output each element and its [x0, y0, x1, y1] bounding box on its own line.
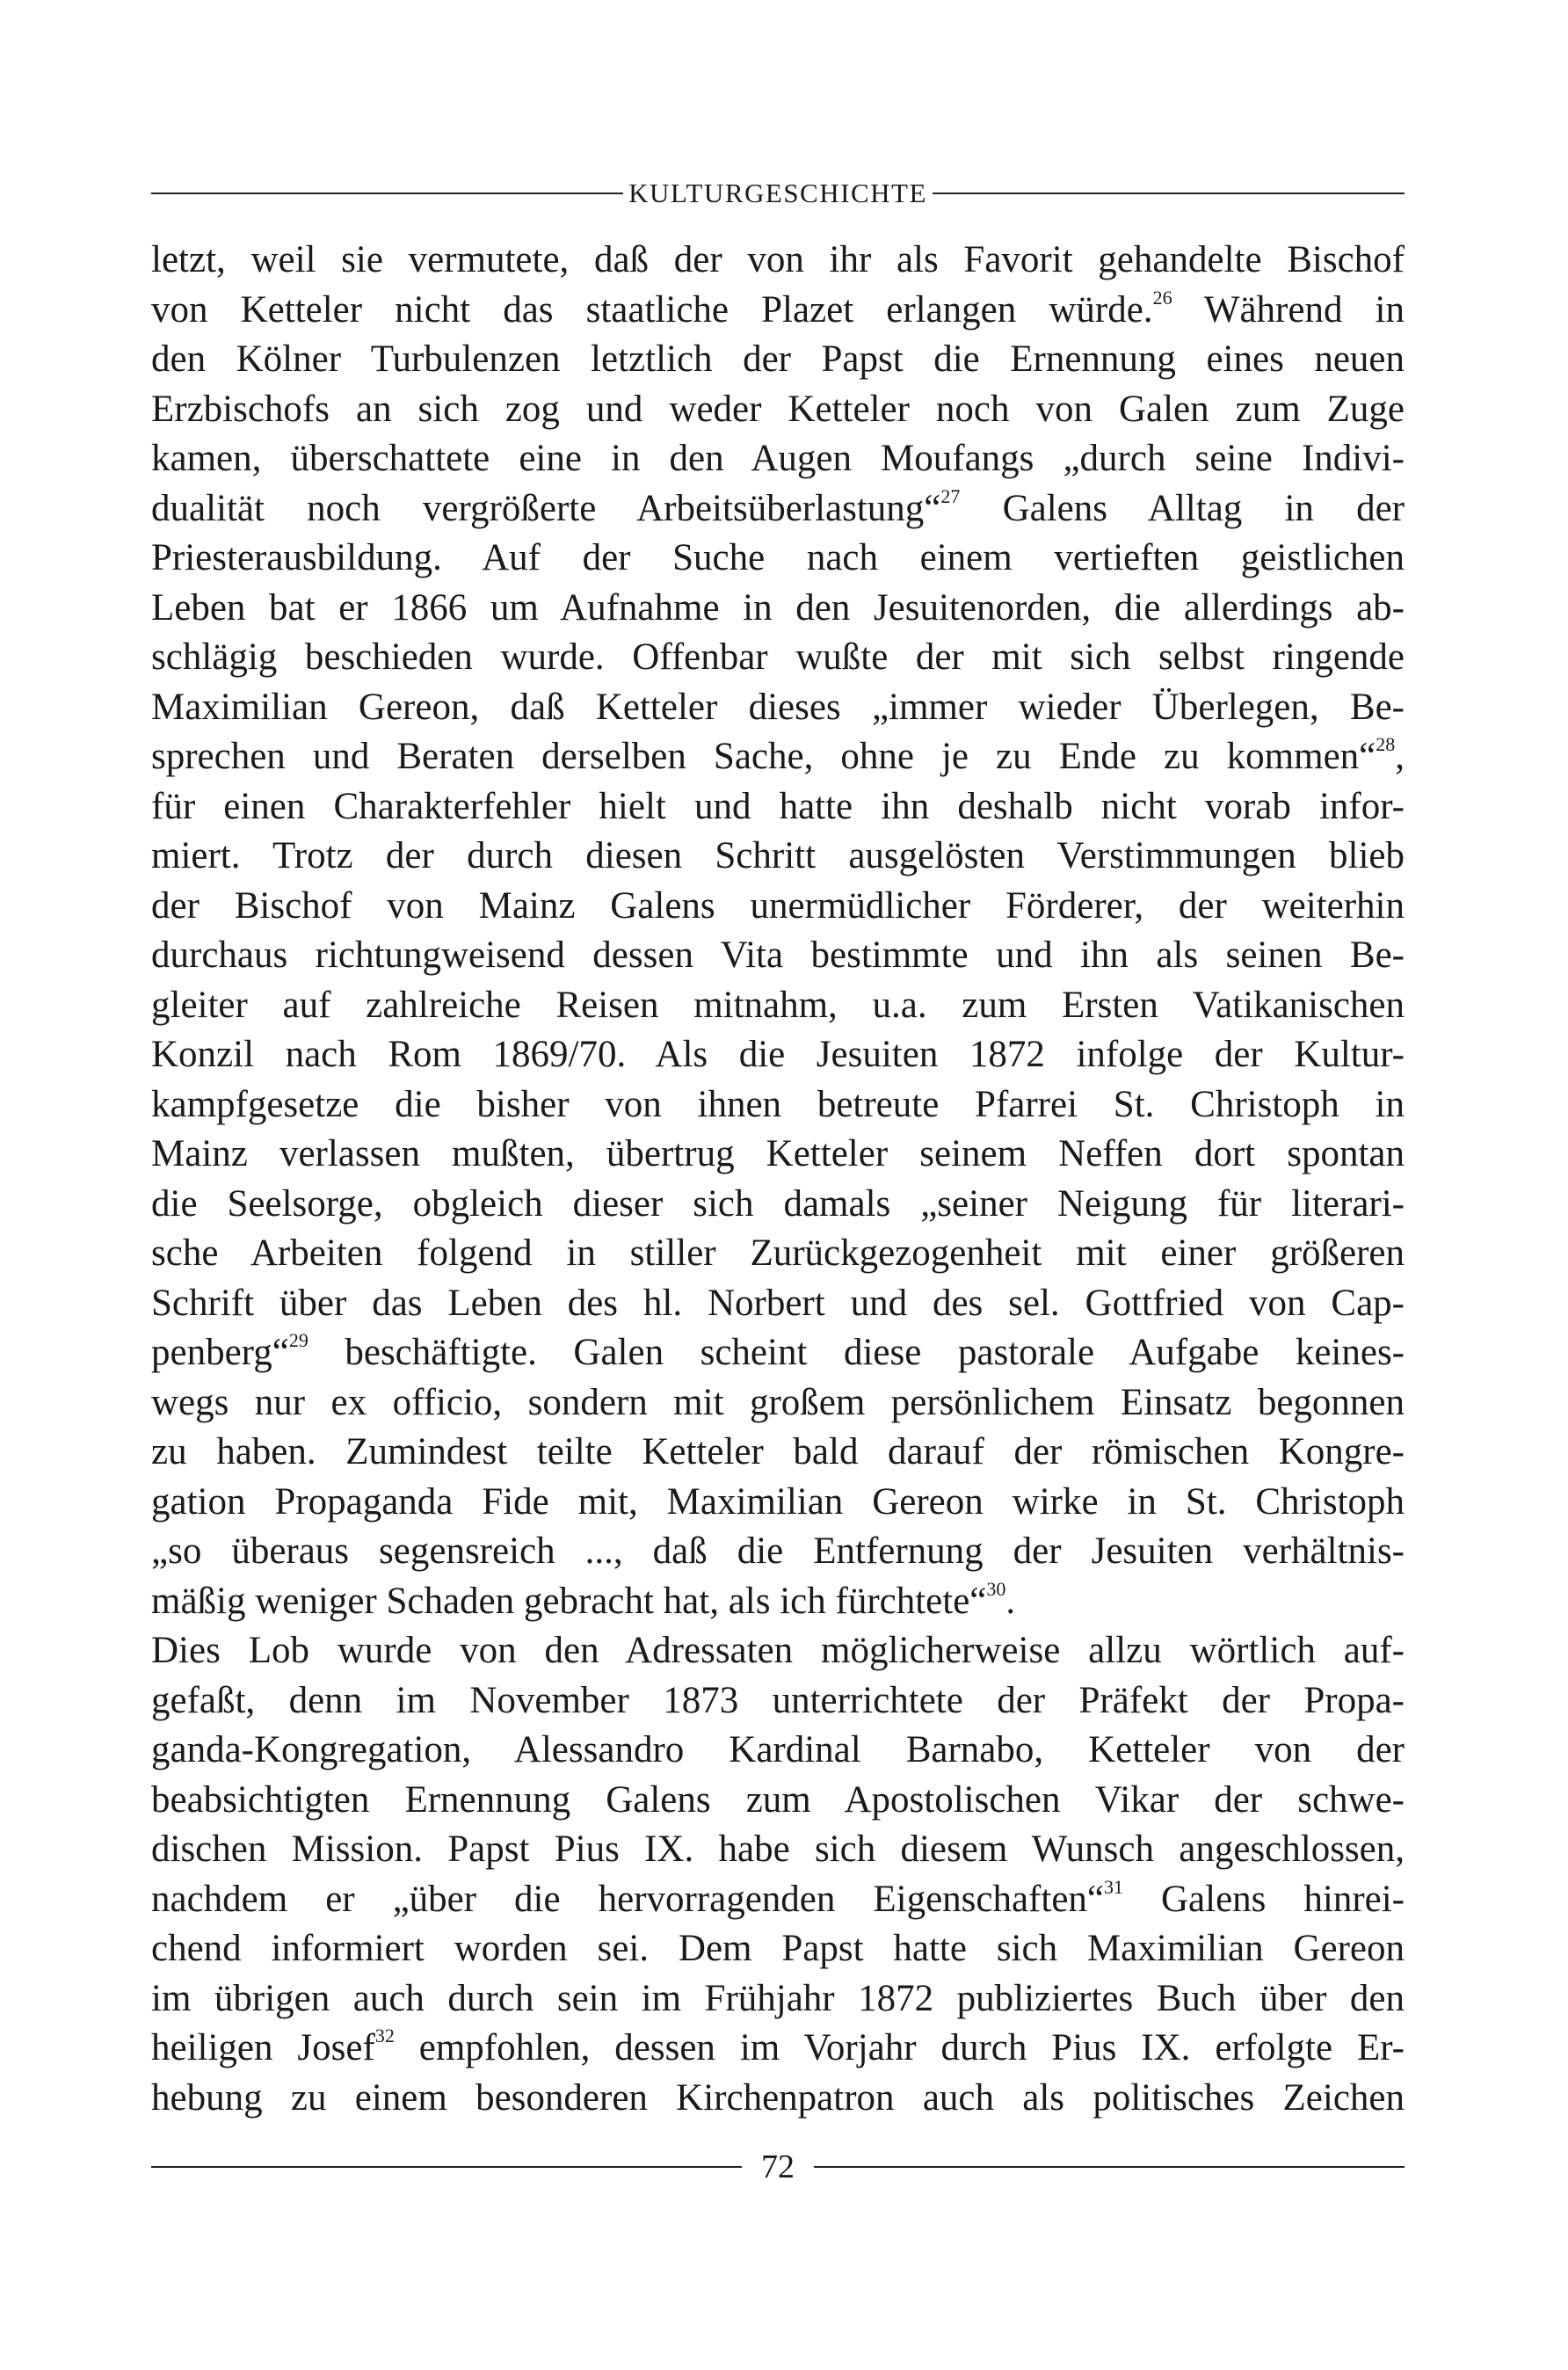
text-line: gleiter auf zahlreiche Reisen mitnahm, u.a. zum Ersten Vatikanischen	[151, 984, 1405, 1026]
text-line: hebung zu einem besonderen Kirchenpatron auch als politisches Zeichen	[151, 2076, 1405, 2119]
text-line: schlägig beschieden wurde. Offenbar wußte der mit sich selbst ringende	[151, 636, 1405, 678]
text-line: die Seelsorge, obgleich dieser sich damals „seiner Neigung für literari-	[151, 1182, 1405, 1225]
text-line: Erzbischofs an sich zog und weder Ketteler noch von Galen zum Zuge	[151, 388, 1405, 430]
header-rule-right	[933, 193, 1405, 194]
footer-rule-left	[151, 2166, 742, 2168]
text-line: miert. Trotz der durch diesen Schritt ausgelösten Verstimmungen blieb	[151, 835, 1405, 876]
text-line: heiligen Josef$^{32}$ empfohlen, dessen im Vorjahr durch Pius IX. erfolgte Er-	[151, 2025, 1405, 2068]
text-line: von Ketteler nicht das staatliche Plazet erlangen würde.$^{26}$ Während in	[151, 286, 1405, 331]
footnote-ref-29[interactable]: 29	[288, 1329, 309, 1351]
text-line: Leben bat er 1866 um Aufnahme in den Jesuitenorden, die allerdings ab-	[151, 586, 1405, 629]
text-line: Maximilian Gereon, daß Ketteler dieses „immer wieder Überlegen, Be-	[151, 686, 1405, 728]
text-line: beabsichtigten Ernennung Galens zum Apostolischen Vikar der schwe-	[151, 1778, 1405, 1821]
running-footer	[151, 2145, 1405, 2189]
text-line: sche Arbeiten folgend in stiller Zurückgezogenheit mit einer größeren	[151, 1232, 1405, 1274]
text-line: nachdem er „über die hervorragenden Eigenschaften“$^{31}$ Galens hinrei-	[151, 1875, 1405, 1920]
text-line: „so überaus segensreich ..., daß die Entfernung der Jesuiten verhältnis-	[151, 1530, 1405, 1572]
text-line: im übrigen auch durch sein im Frühjahr 1872 publiziertes Buch über den	[151, 1977, 1405, 2019]
running-header-title: KULTURGESCHICHTE	[628, 178, 927, 208]
text-line: mäßig weniger Schaden gebracht hat, als ich fürchtete“$^{30}$.	[151, 1577, 1016, 1622]
footnote-ref-27[interactable]: 27	[940, 484, 961, 507]
footnote-ref-32[interactable]: 32	[374, 2025, 395, 2046]
page-number: 72	[761, 2148, 795, 2185]
text-line: den Kölner Turbulenzen letztlich der Papst die Ernennung eines neuen	[151, 338, 1405, 380]
footnote-ref-26[interactable]: 26	[1152, 286, 1172, 309]
footnote-ref-31[interactable]: 31	[1104, 1875, 1123, 1898]
text-line: wegs nur ex officio, sondern mit großem persönlichem Einsatz begonnen	[151, 1381, 1405, 1423]
text-line: für einen Charakterfehler hielt und hatte ihn deshalb nicht vorab infor-	[151, 785, 1405, 827]
text-line: durchaus richtungweisend dessen Vita bestimmte und ihn als seinen Be-	[151, 934, 1405, 976]
text-line: dualität noch vergrößerte Arbeitsüberlastung“$^{27}$ Galens Alltag in der	[151, 484, 1405, 529]
text-line: gation Propaganda Fide mit, Maximilian Gereon wirke in St. Christoph	[151, 1480, 1405, 1523]
text-line: dischen Mission. Papst Pius IX. habe sich diesem Wunsch angeschlossen,	[151, 1828, 1405, 1870]
running-header	[151, 174, 1405, 213]
text-line: Mainz verlassen mußten, übertrug Ketteler seinem Neffen dort spontan	[151, 1133, 1405, 1174]
text-line: chend informiert worden sei. Dem Papst hatte sich Maximilian Gereon	[151, 1928, 1405, 1969]
text-line: penberg“$^{29}$ beschäftigte. Galen scheint diese pastorale Aufgabe keines-	[151, 1329, 1405, 1373]
text-line: sprechen und Beraten derselben Sache, ohne je zu Ende zu kommen“$^{28}$,	[151, 733, 1405, 777]
text-line: ganda-Kongregation, Alessandro Kardinal Barnabo, Ketteler von der	[151, 1729, 1405, 1770]
text-line: kamen, überschattete eine in den Augen Moufangs „durch seine Indivi-	[151, 438, 1405, 479]
text-line: Dies Lob wurde von den Adressaten möglicherweise allzu wörtlich auf-	[151, 1630, 1405, 1671]
text-line: Priesterausbildung. Auf der Suche nach einem vertieften geistlichen	[151, 537, 1405, 578]
text-line: zu haben. Zumindest teilte Ketteler bald darauf der römischen Kongre-	[151, 1431, 1405, 1472]
text-line: Schrift über das Leben des hl. Norbert und des sel. Gottfried von Cap-	[151, 1282, 1405, 1324]
footnote-ref-28[interactable]: 28	[1376, 733, 1396, 755]
header-rule-left	[151, 193, 623, 194]
text-line: der Bischof von Mainz Galens unermüdlicher Förderer, der weiterhin	[151, 884, 1405, 927]
text-line: kampfgesetze die bisher von ihnen betreute Pfarrei St. Christoph in	[151, 1083, 1405, 1125]
footnote-ref-30[interactable]: 30	[986, 1577, 1006, 1600]
text-line: letzt, weil sie vermutete, daß der von ihr als Favorit gehandelte Bischof	[151, 239, 1405, 280]
text-line: Konzil nach Rom 1869/70. Als die Jesuiten 1872 infolge der Kultur-	[151, 1034, 1405, 1075]
footer-rule-right	[814, 2166, 1405, 2168]
text-line: gefaßt, denn im November 1873 unterrichtete der Präfekt der Propa-	[151, 1679, 1405, 1721]
body-text	[151, 236, 1405, 2123]
